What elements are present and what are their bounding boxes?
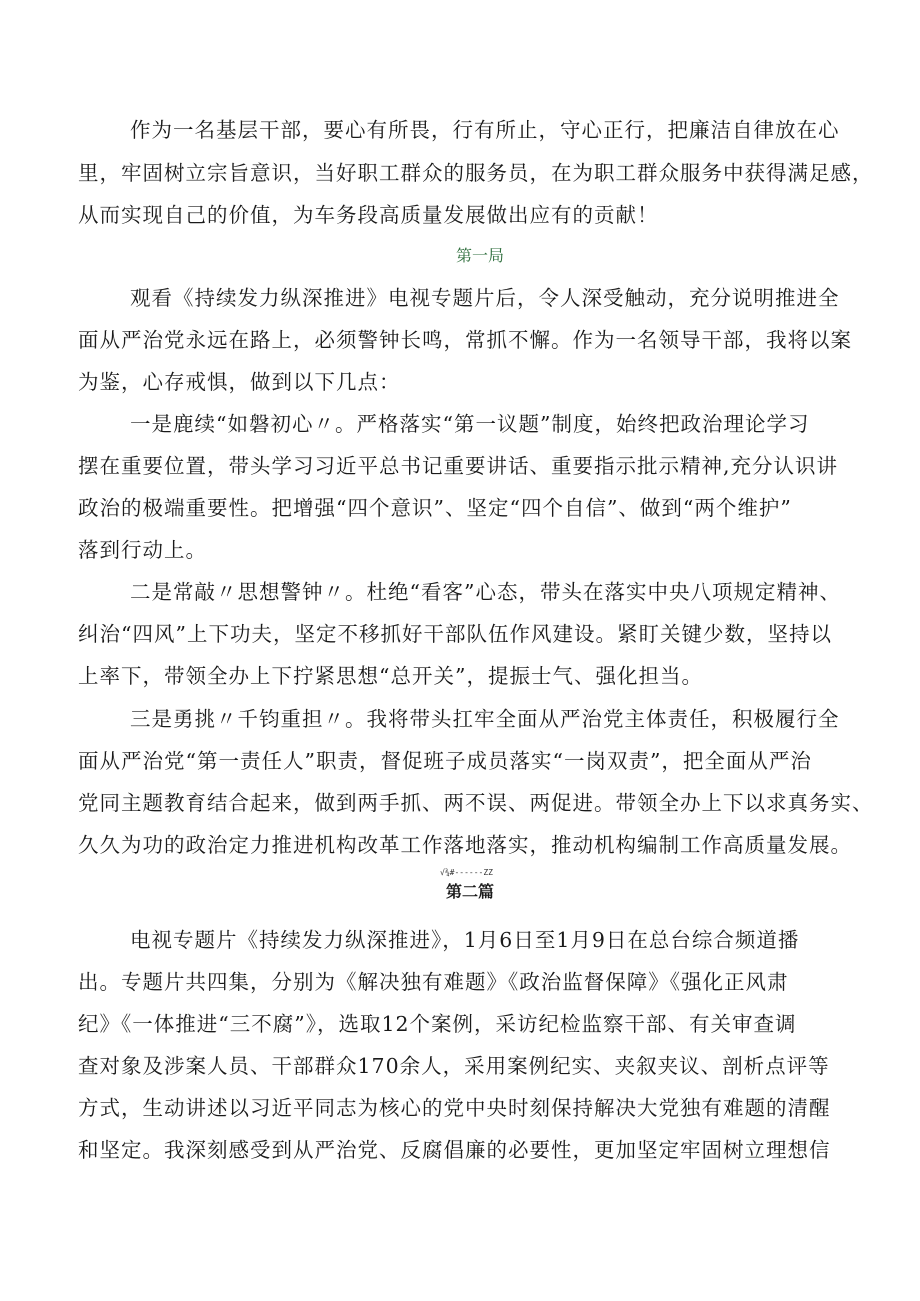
paragraph-line: 纠治“四风”上下功夫，坚定不移抓好干部队伍作风建设。紧盯关键少数，坚持以 — [78, 622, 832, 646]
paragraph-line: 方式，生动讲述以习近平同志为核心的党中央时刻保持解决大党独有难题的清醒 — [78, 1096, 831, 1120]
paragraph-line: 党同主题教育结合起来，做到两手抓、两不误、两促进。带领全办上下以求真务实、 — [78, 791, 874, 815]
paragraph-line: 作为一名基层干部，要心有所畏，行有所止，守心正行，把廉洁自律放在心 — [130, 118, 840, 142]
separator-mark: √¾#------ZZ — [440, 868, 493, 877]
paragraph-line: 查对象及涉案人员、干部群众170余人，采用案例纪实、夹叙夹议、剖析点评等 — [78, 1054, 830, 1078]
paragraph-line: 落到行动上。 — [78, 538, 207, 562]
paragraph-line: 面从严治党“第一责任人”职责，督促班子成员落实“一岗双责”，把全面从严治 — [78, 749, 812, 773]
paragraph-line: 观看《持续发力纵深推进》电视专题片后，令人深受触动，充分说明推进全 — [130, 286, 840, 310]
paragraph-line: 和坚定。我深刻感受到从严治党、反腐倡廉的必要性，更加坚定牢固树立理想信 — [78, 1138, 831, 1162]
paragraph-line: 政治的极端重要性。把增强“四个意识”、坚定“四个自信”、做到“两个维护” — [78, 496, 792, 520]
section-heading: 第一局 — [455, 246, 504, 265]
paragraph-line: 上率下，带领全办上下拧紧思想“总开关”，提振士气、强化担当。 — [78, 664, 703, 688]
paragraph-line: 面从严治党永远在路上，必须警钟长鸣，常抓不懈。作为一名领导干部，我将以案 — [78, 328, 852, 352]
paragraph-line: 三是勇挑〃千钧重担〃。我将带头扛牢全面从严治党主体责任，积极履行全 — [130, 707, 840, 731]
paragraph-line: 一是鹿续“如磐初心〃。严格落实“第一议题”制度，始终把政治理论学习 — [130, 412, 810, 436]
paragraph-line: 出。专题片共四集，分别为《解决独有难题》《政治监督保障》《强化正风肃 — [78, 970, 789, 994]
section-heading: 第二篇 — [445, 882, 494, 901]
paragraph-line: 摆在重要位置，带头学习习近平总书记重要讲话、重要指示批示精神,充分认识讲 — [78, 454, 839, 478]
paragraph-line: 里，牢固树立宗旨意识，当好职工群众的服务员，在为职工群众服务中获得满足感， — [78, 161, 874, 185]
paragraph-line: 纪》《一体推进“三不腐”》，选取12个案例，采访纪检监察干部、有关审查调 — [78, 1012, 797, 1036]
paragraph-line: 二是常敲〃思想警钟〃。杜绝“看客”心态，带头在落实中央八项规定精神、 — [130, 580, 841, 604]
paragraph-line: 为鉴，心存戒惧，做到以下几点： — [78, 370, 401, 394]
paragraph-line: 电视专题片《持续发力纵深推进》，1月6日至1月9日在总台综合频道播 — [130, 928, 800, 952]
paragraph-line: 久久为功的政治定力推进机构改革工作落地落实，推动机构编制工作高质量发展。 — [78, 833, 852, 857]
paragraph-line: 从而实现自己的价值，为车务段高质量发展做出应有的贡献！ — [78, 203, 659, 227]
